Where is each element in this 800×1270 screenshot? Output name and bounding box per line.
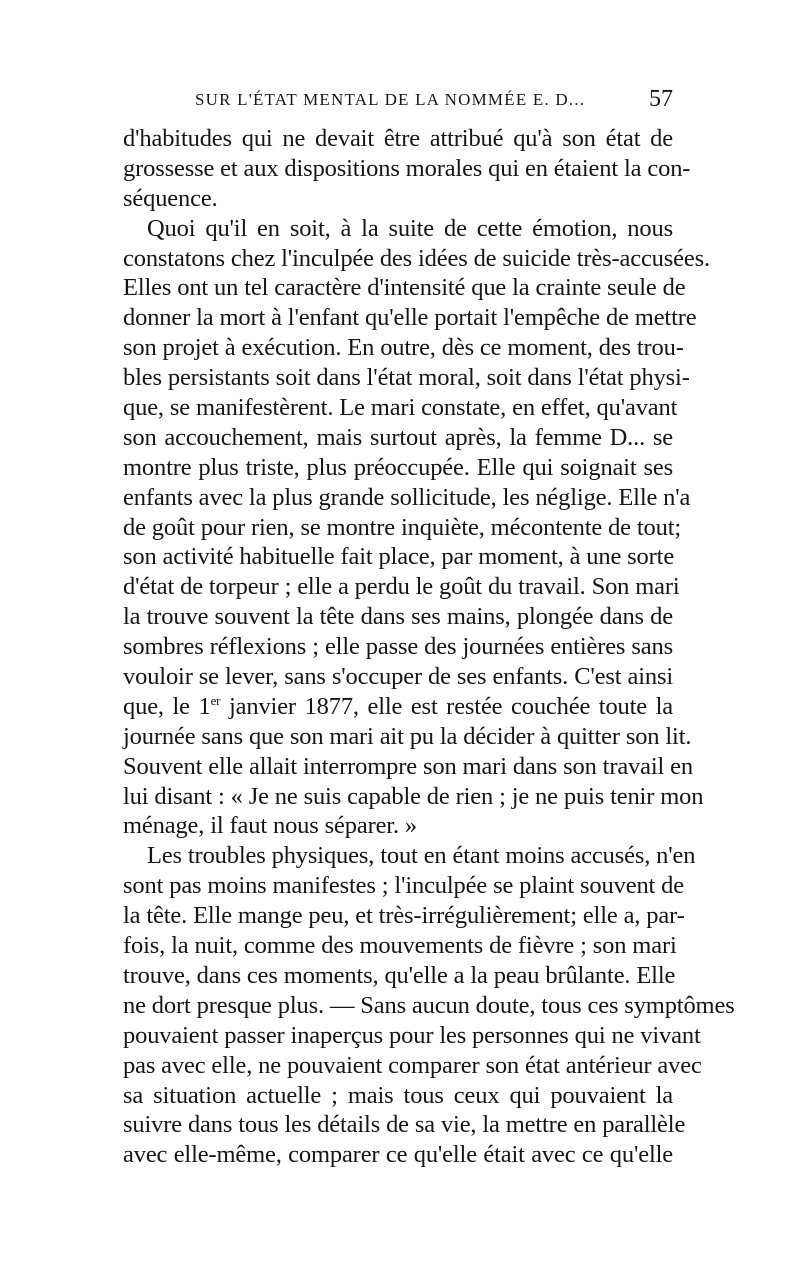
- text-line: pas avec elle, ne pouvaient comparer son état antérieur avec: [123, 1051, 702, 1079]
- text-line: sombres réflexions ; elle passe des journées entières sans: [123, 633, 673, 661]
- date-line-before: que, le 1: [123, 692, 211, 720]
- text-line: lui disant : « Je ne suis capable de rien ; je ne puis tenir mon: [123, 782, 704, 810]
- text-line: enfants avec la plus grande sollicitude, les néglige. Elle n'a: [123, 483, 691, 511]
- paragraph-start-line: Quoi qu'il en soit, à la suite de cette émotion, nous: [147, 214, 673, 242]
- text-line: montre plus triste, plus préoccupée. Elle qui soignait ses: [123, 453, 673, 481]
- text-line: séquence.: [123, 184, 218, 212]
- text-line: d'habitudes qui ne devait être attribué qu'à son état de: [123, 125, 673, 152]
- text-line: Souvent elle allait interrompre son mari dans son travail en: [123, 752, 693, 780]
- text-line: avec elle-même, comparer ce qu'elle était avec ce qu'elle: [123, 1141, 673, 1169]
- text-line: sont pas moins manifestes ; l'inculpée se plaint souvent de: [123, 872, 685, 900]
- text-line: journée sans que son mari ait pu la décider à quitter son lit.: [123, 722, 692, 750]
- date-line: [123, 692, 673, 722]
- text-line: de goût pour rien, se montre inquiète, mécontente de tout;: [123, 513, 682, 541]
- text-line: donner la mort à l'enfant qu'elle portait l'empêche de mettre: [123, 304, 697, 332]
- text-line: constatons chez l'inculpée des idées de suicide très-accusées.: [123, 244, 710, 272]
- text-line: son activité habituelle fait place, par moment, à une sorte: [123, 543, 675, 571]
- text-line: vouloir se lever, sans s'occuper de ses enfants. C'est ainsi: [123, 663, 673, 691]
- text-line: son projet à exécution. En outre, dès ce moment, des trou-: [123, 334, 684, 362]
- page-number: 57: [649, 86, 673, 112]
- text-line: Elles ont un tel caractère d'intensité que la crainte seule de: [123, 274, 686, 302]
- running-title: SUR L'ÉTAT MENTAL DE LA NOMMÉE E. D...: [195, 90, 586, 109]
- running-head: [123, 86, 673, 116]
- text-line: la trouve souvent la tête dans ses mains, plongée dans de: [123, 603, 673, 631]
- body-text: [123, 124, 735, 1170]
- text-line: bles persistants soit dans l'état moral, soit dans l'état physi-: [123, 364, 690, 392]
- ordinal-superscript: er: [210, 692, 221, 708]
- text-line: son accouchement, mais surtout après, la femme D... se: [123, 423, 673, 451]
- text-line: suivre dans tous les détails de sa vie, la mettre en parallèle: [123, 1111, 686, 1139]
- text-line: sa situation actuelle ; mais tous ceux qui pouvaient la: [123, 1081, 673, 1109]
- text-line: grossesse et aux dispositions morales qui en étaient la con-: [123, 154, 691, 182]
- paragraph-start-line: Les troubles physiques, tout en étant moins accusés, n'en: [147, 842, 696, 870]
- text-line: fois, la nuit, comme des mouvements de fièvre ; son mari: [123, 932, 677, 960]
- text-line: trouve, dans ces moments, qu'elle a la peau brûlante. Elle: [123, 961, 676, 989]
- text-line: pouvaient passer inaperçus pour les personnes qui ne vivant: [123, 1021, 701, 1049]
- date-line-after: janvier 1877, elle est restée couchée toute la: [220, 692, 673, 720]
- text-line: ne dort presque plus. — Sans aucun doute, tous ces symptômes: [123, 991, 735, 1019]
- text-line: que, se manifestèrent. Le mari constate, en effet, qu'avant: [123, 394, 678, 422]
- text-line: d'état de torpeur ; elle a perdu le goût du travail. Son mari: [123, 573, 680, 601]
- text-line: la tête. Elle mange peu, et très-irrégulièrement; elle a, par-: [123, 902, 685, 930]
- text-line: ménage, il faut nous séparer. »: [123, 812, 418, 840]
